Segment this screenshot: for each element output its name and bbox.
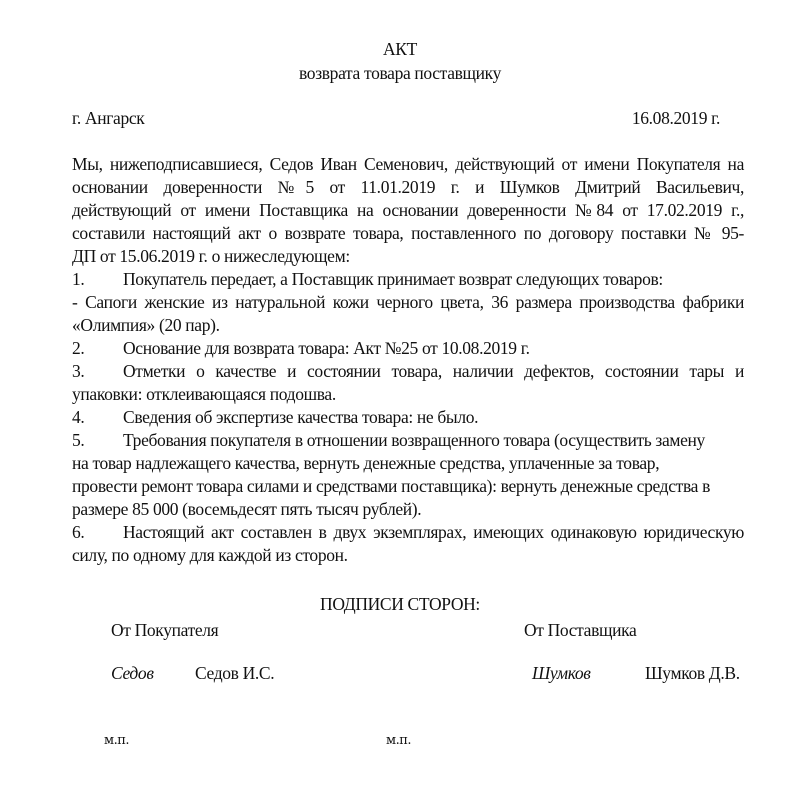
item-continuation: упаковки: отклеивающаяся подошва. (72, 384, 336, 404)
item-number: 1. (72, 269, 85, 289)
document-subtitle: возврата товара поставщику (299, 63, 501, 83)
intro-line: основании доверенности №5 от 11.01.2019 г. и Шумков Дмитрий Васильевич, (72, 177, 744, 197)
item-continuation: на товар надлежащего качества, вернуть денежные средства, уплаченные за товар, (72, 453, 660, 473)
list-item-2 (72, 337, 744, 359)
supplier-label: От Поставщика (524, 620, 637, 640)
item-number: 5. (72, 430, 85, 450)
supplier-name: Шумков Д.В. (645, 663, 740, 683)
item-text: Основание для возврата товара: Акт №25 от 10.08.2019 г. (123, 338, 530, 358)
buyer-name: Седов И.С. (195, 663, 275, 683)
item-continuation: провести ремонт товара силами и средствами поставщика): вернуть денежные средства в (72, 476, 710, 496)
intro-line: действующий от имени Поставщика на основании доверенности №84 от 17.02.2019 г., (72, 200, 744, 220)
item-text: Отметки о качестве и состоянии товара, наличии дефектов, состоянии тары и (123, 361, 744, 381)
item-text: Сведения об экспертизе качества товара: не было. (123, 407, 479, 427)
signatures-heading: ПОДПИСИ СТОРОН: (320, 594, 480, 614)
buyer-stamp-place: м.п. (104, 733, 130, 748)
intro-line: ДП от 15.06.2019 г. о нижеследующем: (72, 246, 350, 266)
buyer-signature: Седов (111, 663, 154, 683)
supplier-stamp-place: м.п. (386, 733, 412, 748)
list-item-1 (72, 268, 744, 290)
item-text: Покупатель передает, а Поставщик принимает возврат следующих товаров: (123, 269, 663, 289)
item-number: 3. (72, 361, 85, 381)
item-text: Настоящий акт составлен в двух экземплярах, имеющих одинаковую юридическую (123, 522, 744, 542)
intro-line: составили настоящий акт о возврате товара, поставленного по договору поставки № 95- (72, 223, 744, 243)
list-item-6 (72, 521, 744, 543)
intro-line: Мы, нижеподписавшиеся, Седов Иван Семенович, действующий от имени Покупателя на (72, 154, 744, 174)
item-number: 6. (72, 522, 85, 542)
document-date: 16.08.2019 г. (631, 108, 720, 128)
item-continuation: - Сапоги женские из натуральной кожи черного цвета, 36 размера производства фабрики (72, 292, 744, 312)
item-continuation: «Олимпия» (20 пар). (72, 315, 220, 335)
list-item-5 (72, 429, 744, 451)
list-item-3 (72, 360, 744, 382)
supplier-signature: Шумков (532, 663, 591, 683)
document-title: АКТ (383, 39, 417, 59)
city: г. Ангарск (72, 108, 145, 128)
item-text: Требования покупателя в отношении возвращенного товара (осуществить замену (123, 430, 705, 450)
buyer-label: От Покупателя (111, 620, 219, 640)
item-number: 2. (72, 338, 85, 358)
item-continuation: силу, по одному для каждой из сторон. (72, 545, 348, 565)
item-number: 4. (72, 407, 85, 427)
list-item-4 (72, 406, 744, 428)
item-continuation: размере 85 000 (восемьдесят пять тысяч рублей). (72, 499, 422, 519)
